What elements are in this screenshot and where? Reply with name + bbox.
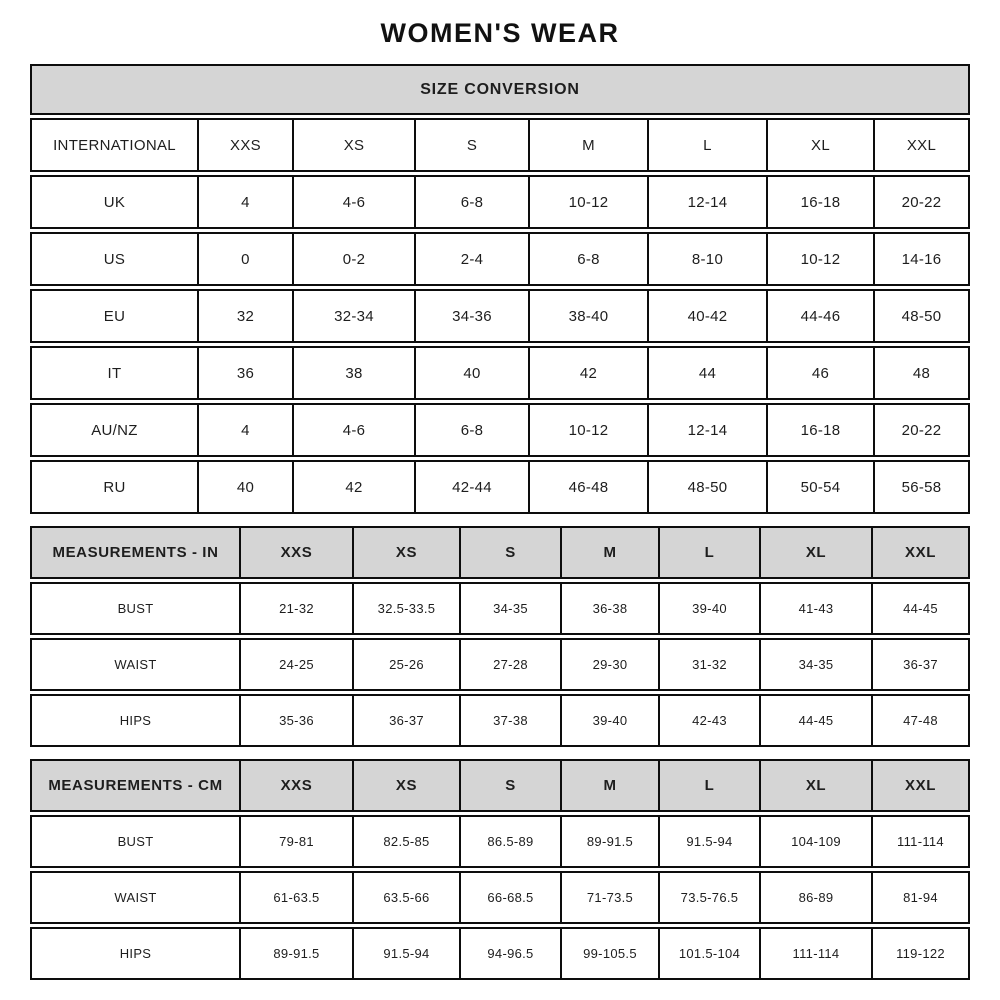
value-cell: 16-18: [768, 405, 873, 455]
value-cell: 86-89: [761, 873, 871, 922]
value-cell: 46-48: [530, 462, 647, 512]
table-row-eu: [30, 289, 970, 343]
value-cell: 104-109: [761, 817, 871, 866]
table-row-waist: [30, 871, 970, 924]
value-cell: 66-68.5: [461, 873, 560, 922]
table-row-hips: [30, 694, 970, 747]
value-cell: 6-8: [416, 177, 528, 227]
value-cell: 4-6: [294, 405, 414, 455]
value-cell: 40: [199, 462, 292, 512]
value-cell: 20-22: [875, 177, 968, 227]
value-cell: 10-12: [530, 405, 647, 455]
value-cell: 32-34: [294, 291, 414, 341]
value-cell: 24-25: [241, 640, 352, 689]
column-header-l: L: [660, 761, 759, 810]
column-header-xs: XS: [354, 528, 459, 577]
value-cell: 89-91.5: [241, 929, 352, 978]
value-cell: 99-105.5: [562, 929, 658, 978]
row-label: UK: [32, 177, 197, 227]
size-conversion-table: [30, 64, 970, 514]
value-cell: 34-36: [416, 291, 528, 341]
column-header-m: M: [562, 761, 658, 810]
column-header-row: [30, 118, 970, 172]
value-cell: 14-16: [875, 234, 968, 284]
measurements-cm-table: [30, 759, 970, 980]
row-label: AU/NZ: [32, 405, 197, 455]
row-label: BUST: [32, 584, 239, 633]
value-cell: 21-32: [241, 584, 352, 633]
value-cell: 38: [294, 348, 414, 398]
table-row-bust: [30, 815, 970, 868]
value-cell: 89-91.5: [562, 817, 658, 866]
value-cell: 4: [199, 177, 292, 227]
size-conversion-title: SIZE CONVERSION: [32, 66, 968, 113]
value-cell: 42: [294, 462, 414, 512]
column-header-row: [30, 526, 970, 579]
value-cell: 111-114: [873, 817, 968, 866]
value-cell: 42-43: [660, 696, 759, 745]
value-cell: 36-38: [562, 584, 658, 633]
value-cell: 56-58: [875, 462, 968, 512]
value-cell: 111-114: [761, 929, 871, 978]
column-header-xxs: XXS: [241, 761, 352, 810]
table-row-it: [30, 346, 970, 400]
value-cell: 86.5-89: [461, 817, 560, 866]
value-cell: 4-6: [294, 177, 414, 227]
row-label: IT: [32, 348, 197, 398]
value-cell: 42: [530, 348, 647, 398]
value-cell: 44-45: [873, 584, 968, 633]
value-cell: 34-35: [761, 640, 871, 689]
column-header-row: [30, 759, 970, 812]
column-header-xxs: XXS: [241, 528, 352, 577]
value-cell: 44-45: [761, 696, 871, 745]
value-cell: 46: [768, 348, 873, 398]
value-cell: 10-12: [768, 234, 873, 284]
value-cell: 82.5-85: [354, 817, 459, 866]
row-label: RU: [32, 462, 197, 512]
measurements-in-table: [30, 526, 970, 747]
column-header-xl: XL: [768, 120, 873, 170]
column-header-xl: XL: [761, 761, 871, 810]
value-cell: 20-22: [875, 405, 968, 455]
value-cell: 4: [199, 405, 292, 455]
row-label: HIPS: [32, 929, 239, 978]
value-cell: 25-26: [354, 640, 459, 689]
value-cell: 29-30: [562, 640, 658, 689]
column-header-xs: XS: [294, 120, 414, 170]
table-row-aunz: [30, 403, 970, 457]
value-cell: 91.5-94: [354, 929, 459, 978]
value-cell: 119-122: [873, 929, 968, 978]
value-cell: 39-40: [660, 584, 759, 633]
table-title: MEASUREMENTS - CM: [32, 761, 239, 810]
value-cell: 50-54: [768, 462, 873, 512]
column-header-xxl: XXL: [875, 120, 968, 170]
value-cell: 0-2: [294, 234, 414, 284]
column-header-s: S: [461, 761, 560, 810]
column-header-xxs: XXS: [199, 120, 292, 170]
value-cell: 12-14: [649, 405, 766, 455]
value-cell: 73.5-76.5: [660, 873, 759, 922]
column-header-l: L: [649, 120, 766, 170]
value-cell: 44-46: [768, 291, 873, 341]
value-cell: 48-50: [649, 462, 766, 512]
value-cell: 8-10: [649, 234, 766, 284]
value-cell: 36-37: [354, 696, 459, 745]
column-header-m: M: [530, 120, 647, 170]
value-cell: 38-40: [530, 291, 647, 341]
value-cell: 35-36: [241, 696, 352, 745]
value-cell: 47-48: [873, 696, 968, 745]
row-label-header: INTERNATIONAL: [32, 120, 197, 170]
value-cell: 91.5-94: [660, 817, 759, 866]
value-cell: 44: [649, 348, 766, 398]
value-cell: 71-73.5: [562, 873, 658, 922]
table-row-hips: [30, 927, 970, 980]
row-label: BUST: [32, 817, 239, 866]
value-cell: 36: [199, 348, 292, 398]
column-header-l: L: [660, 528, 759, 577]
page-title: WOMEN'S WEAR: [380, 18, 620, 48]
column-header-m: M: [562, 528, 658, 577]
column-header-s: S: [461, 528, 560, 577]
value-cell: 94-96.5: [461, 929, 560, 978]
value-cell: 36-37: [873, 640, 968, 689]
value-cell: 6-8: [530, 234, 647, 284]
value-cell: 39-40: [562, 696, 658, 745]
table-row-ru: [30, 460, 970, 514]
row-label: US: [32, 234, 197, 284]
value-cell: 32.5-33.5: [354, 584, 459, 633]
column-header-xl: XL: [761, 528, 871, 577]
value-cell: 41-43: [761, 584, 871, 633]
value-cell: 27-28: [461, 640, 560, 689]
row-label: HIPS: [32, 696, 239, 745]
column-header-s: S: [416, 120, 528, 170]
row-label: EU: [32, 291, 197, 341]
column-header-xxl: XXL: [873, 761, 968, 810]
value-cell: 79-81: [241, 817, 352, 866]
value-cell: 40-42: [649, 291, 766, 341]
value-cell: 31-32: [660, 640, 759, 689]
value-cell: 48: [875, 348, 968, 398]
value-cell: 81-94: [873, 873, 968, 922]
table-title: MEASUREMENTS - IN: [32, 528, 239, 577]
value-cell: 61-63.5: [241, 873, 352, 922]
column-header-xs: XS: [354, 761, 459, 810]
table-row-uk: [30, 175, 970, 229]
row-label: WAIST: [32, 640, 239, 689]
value-cell: 63.5-66: [354, 873, 459, 922]
value-cell: 32: [199, 291, 292, 341]
value-cell: 10-12: [530, 177, 647, 227]
value-cell: 37-38: [461, 696, 560, 745]
value-cell: 48-50: [875, 291, 968, 341]
table-row-waist: [30, 638, 970, 691]
value-cell: 40: [416, 348, 528, 398]
table-row-us: [30, 232, 970, 286]
column-header-xxl: XXL: [873, 528, 968, 577]
value-cell: 16-18: [768, 177, 873, 227]
value-cell: 2-4: [416, 234, 528, 284]
size-conversion-header-row: [30, 64, 970, 115]
table-row-bust: [30, 582, 970, 635]
value-cell: 0: [199, 234, 292, 284]
value-cell: 34-35: [461, 584, 560, 633]
value-cell: 101.5-104: [660, 929, 759, 978]
value-cell: 12-14: [649, 177, 766, 227]
value-cell: 42-44: [416, 462, 528, 512]
value-cell: 6-8: [416, 405, 528, 455]
row-label: WAIST: [32, 873, 239, 922]
